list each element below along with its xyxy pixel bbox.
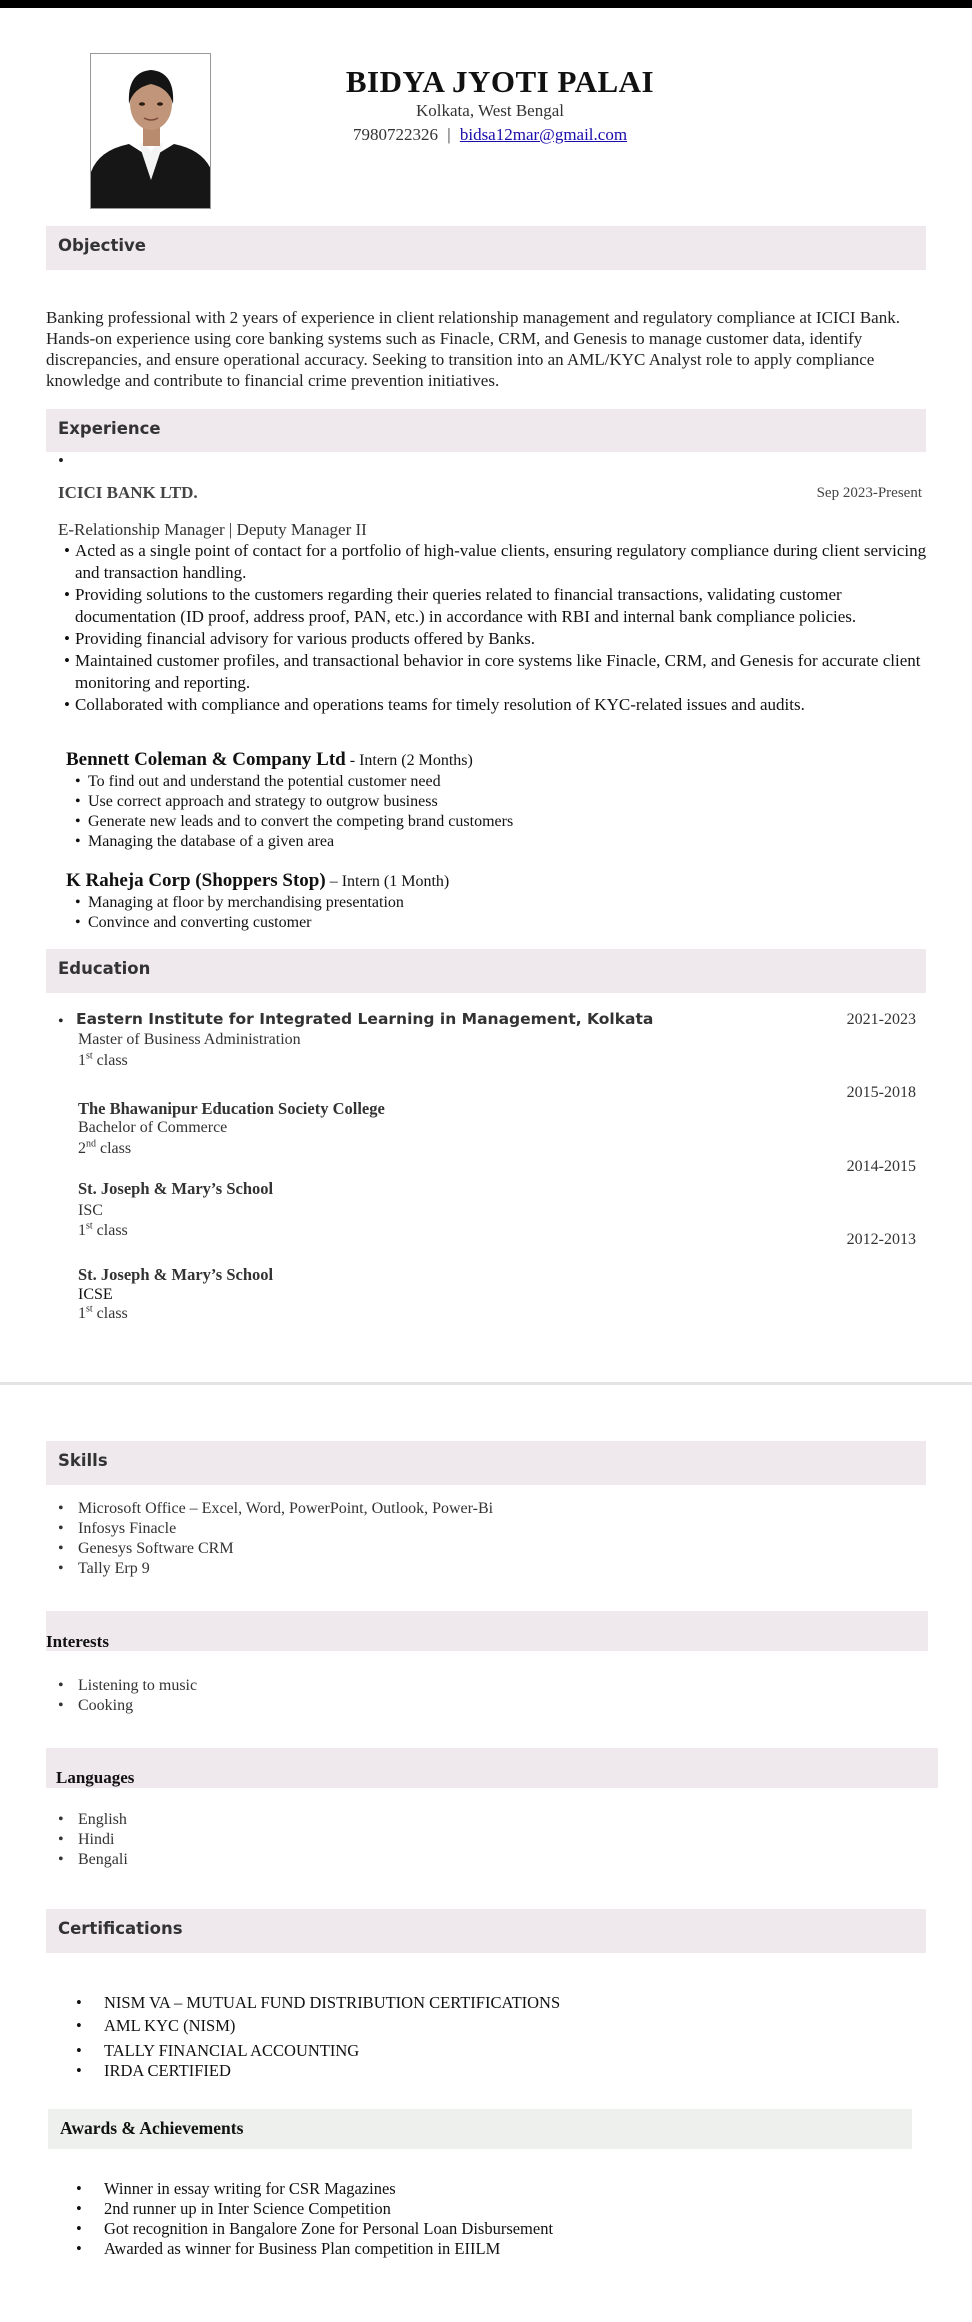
education-bullet: • xyxy=(58,1013,64,1030)
skills-band xyxy=(46,1441,926,1485)
certification-item: • IRDA CERTIFIED xyxy=(104,2061,231,2081)
education-class: 1st class xyxy=(78,1050,128,1069)
certification-item: • AML KYC (NISM) xyxy=(104,2016,235,2036)
education-class: 1st class xyxy=(78,1303,128,1322)
job-role: E-Relationship Manager | Deputy Manager II xyxy=(58,520,367,539)
language-item: • Hindi xyxy=(78,1830,114,1850)
award-item: • Got recognition in Bangalore Zone for Personal Loan Disbursement xyxy=(104,2219,553,2239)
education-degree: Bachelor of Commerce xyxy=(78,1119,228,1136)
top-border xyxy=(0,0,972,8)
education-institution: St. Joseph & Mary’s School xyxy=(78,1265,274,1284)
contact-line xyxy=(280,125,700,145)
education-institution: St. Joseph & Mary’s School xyxy=(78,1179,274,1198)
skill-item: • Microsoft Office – Excel, Word, PowerPoint, Outlook, Power-Bi xyxy=(78,1499,493,1519)
intern-bullet: • Managing the database of a given area xyxy=(88,832,334,852)
intern-heading xyxy=(66,749,473,771)
job-bullet: • Acted as a single point of contact for a portfolio of high-value clients, ensuring regulatory compliance during client servicing and transaction handling. xyxy=(66,540,936,583)
page-break xyxy=(0,1382,972,1385)
education-band xyxy=(46,949,926,993)
experience-band xyxy=(46,409,926,452)
education-title: Education xyxy=(58,959,151,978)
job-bullet: • Collaborated with compliance and operations teams for timely resolution of KYC-related issues and audits. xyxy=(66,694,936,716)
education-years: 2014-2015 xyxy=(846,1158,916,1175)
skill-item: • Infosys Finacle xyxy=(78,1519,176,1539)
job-bullet: • Maintained customer profiles, and transactional behavior in core systems like Finacle, CRM, and Genesis for accurate client monitoring and reporting. xyxy=(66,650,936,693)
interests-title: Interests xyxy=(46,1632,109,1651)
certification-item: • TALLY FINANCIAL ACCOUNTING xyxy=(104,2041,359,2061)
candidate-name: BIDYA JYOTI PALAI xyxy=(345,64,655,99)
profile-photo xyxy=(90,53,211,209)
skills-title: Skills xyxy=(58,1451,108,1470)
language-item: • English xyxy=(78,1810,127,1830)
job-company: ICICI BANK LTD. xyxy=(58,483,198,502)
experience-title: Experience xyxy=(58,419,161,438)
education-class: 1st class xyxy=(78,1220,128,1239)
interest-item: • Cooking xyxy=(78,1696,133,1716)
email-link[interactable]: bidsa12mar@gmail.com xyxy=(459,125,628,144)
intern-bullet: • Convince and converting customer xyxy=(88,913,312,933)
award-item: • Winner in essay writing for CSR Magazines xyxy=(104,2179,396,2199)
objective-text: Banking professional with 2 years of experience in client relationship management and regulatory compliance at ICICI Bank. Hands-on experience using core banking systems such as Finacle, CRM, and Genesis to manage customer data, identify discrepancies, and ensure operational accuracy. Seeking to transition into an AML/KYC Analyst role to apply compliance knowledge and contribute to financial crime prevention initiatives. xyxy=(46,308,900,390)
education-years: 2015-2018 xyxy=(846,1084,916,1101)
award-item: • Awarded as winner for Business Plan competition in EIILM xyxy=(104,2239,500,2259)
education-degree: ICSE xyxy=(78,1286,113,1303)
interests-band xyxy=(46,1611,928,1651)
skill-item: • Tally Erp 9 xyxy=(78,1559,150,1579)
job-bullet: • Providing solutions to the customers regarding their queries related to financial transactions, validating customer documentation (ID proof, address proof, PAN, etc.) in accordance with RBI and internal bank compliance policies. xyxy=(66,584,936,627)
intern-bullet: • To find out and understand the potential customer need xyxy=(88,772,441,792)
location: Kolkata, West Bengal xyxy=(416,101,564,120)
intern-bullet: • Generate new leads and to convert the competing brand customers xyxy=(88,812,513,832)
intern-suffix: - Intern (2 Months) xyxy=(345,752,473,769)
education-class: 2nd class xyxy=(78,1138,132,1157)
stray-bullet: • xyxy=(58,451,64,470)
award-item: • 2nd runner up in Inter Science Competition xyxy=(104,2199,391,2219)
education-institution: Eastern Institute for Integrated Learning in Management, Kolkata xyxy=(76,1010,654,1028)
education-degree: Master of Business Administration xyxy=(78,1031,301,1048)
awards-title: Awards & Achievements xyxy=(60,2118,244,2138)
languages-band xyxy=(46,1748,938,1788)
separator: | xyxy=(447,125,451,144)
intern-company: K Raheja Corp (Shoppers Stop) xyxy=(66,870,326,891)
job-dates: Sep 2023-Present xyxy=(816,485,922,501)
intern-bullet: • Managing at floor by merchandising presentation xyxy=(88,893,404,913)
languages-title: Languages xyxy=(56,1768,135,1787)
education-institution: The Bhawanipur Education Society College xyxy=(78,1099,385,1118)
certifications-title: Certifications xyxy=(58,1919,183,1938)
certification-item: • NISM VA – MUTUAL FUND DISTRIBUTION CERTIFICATIONS xyxy=(104,1993,560,2013)
education-degree: ISC xyxy=(78,1202,103,1219)
skill-item: • Genesys Software CRM xyxy=(78,1539,234,1559)
objective-band xyxy=(46,226,926,270)
intern-heading xyxy=(66,870,449,892)
language-item: • Bengali xyxy=(78,1850,128,1870)
education-years: 2012-2013 xyxy=(846,1231,916,1248)
interest-item: • Listening to music xyxy=(78,1676,197,1696)
job-bullet: • Providing financial advisory for various products offered by Banks. xyxy=(66,628,936,650)
education-years: 2021-2023 xyxy=(846,1011,916,1028)
intern-suffix: – Intern (1 Month) xyxy=(325,873,450,890)
intern-company: Bennett Coleman & Company Ltd xyxy=(66,749,346,770)
objective-title: Objective xyxy=(58,236,146,255)
intern-bullet: • Use correct approach and strategy to outgrow business xyxy=(88,792,438,812)
phone: 7980722326 xyxy=(352,125,438,144)
